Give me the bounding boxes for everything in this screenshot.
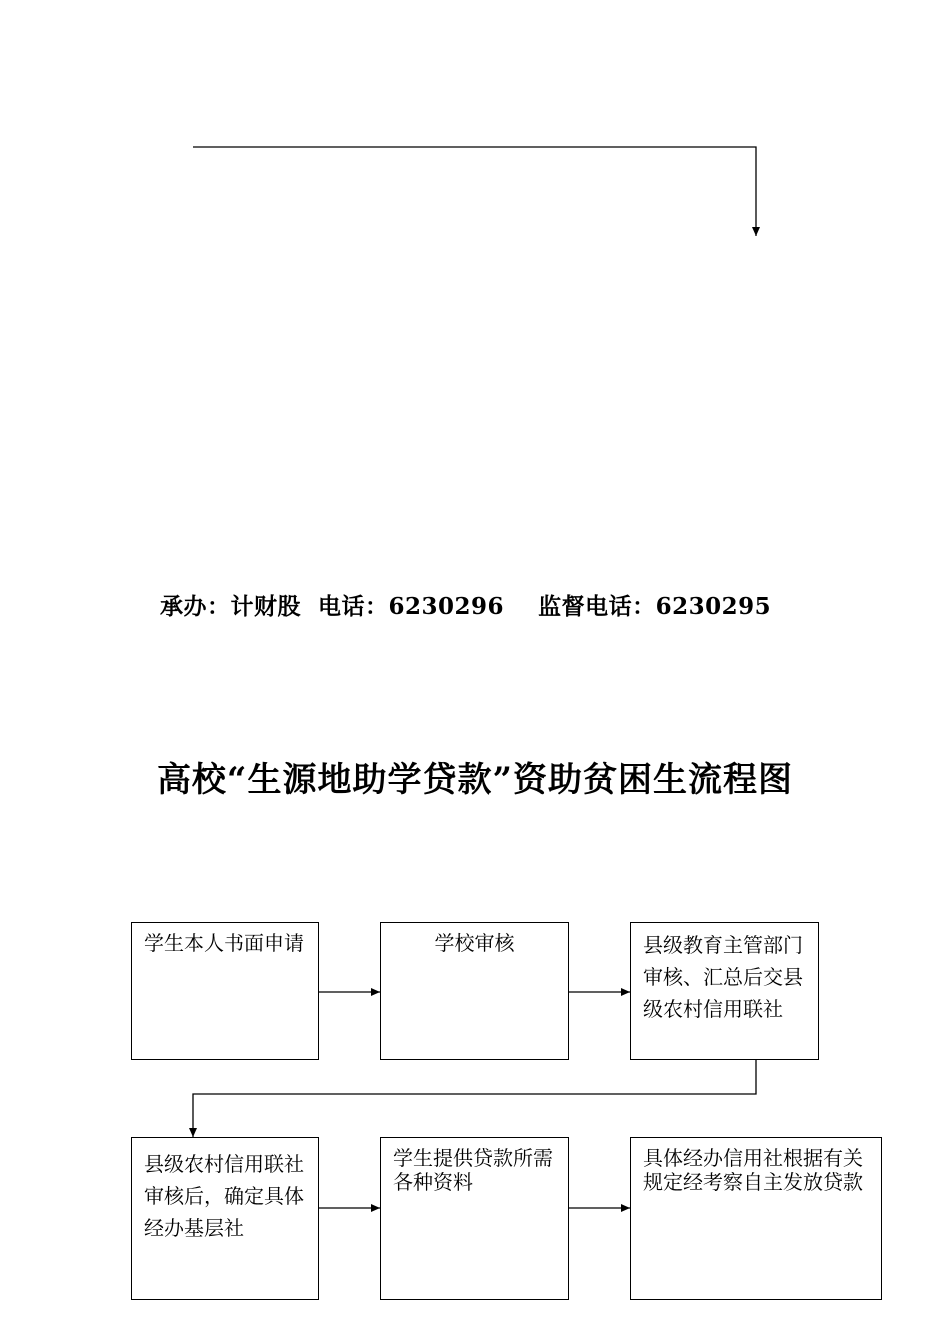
step-text-1: 学生本人书面申请 bbox=[144, 931, 304, 955]
step-text-3: 县级教育主管部门审核、汇总后交县级农村信用联社 bbox=[643, 933, 803, 1021]
step-box-3 bbox=[630, 922, 819, 1060]
step-text-5: 学生提供贷款所需各种资料 bbox=[393, 1146, 553, 1194]
step-box-4 bbox=[131, 1137, 319, 1300]
step-text-6: 具体经办信用社根据有关规定经考察自主发放贷款 bbox=[643, 1146, 863, 1194]
top-connector-arrow bbox=[193, 147, 756, 236]
step-box-2 bbox=[380, 922, 569, 1060]
step-text-2: 学校审核 bbox=[434, 931, 515, 955]
step-box-5 bbox=[380, 1137, 569, 1300]
step-box-6 bbox=[630, 1137, 882, 1300]
arrow-step3-to-step4 bbox=[193, 1059, 756, 1137]
step-box-1 bbox=[131, 922, 319, 1060]
flowchart-title: 高校“生源地助学贷款”资助贫困生流程图 bbox=[156, 760, 794, 800]
step-text-4: 县级农村信用联社审核后，确定具体经办基层社 bbox=[144, 1152, 304, 1240]
contact-line: 承办：计财股 电话：6230296 监督电话：6230295 bbox=[160, 593, 772, 620]
